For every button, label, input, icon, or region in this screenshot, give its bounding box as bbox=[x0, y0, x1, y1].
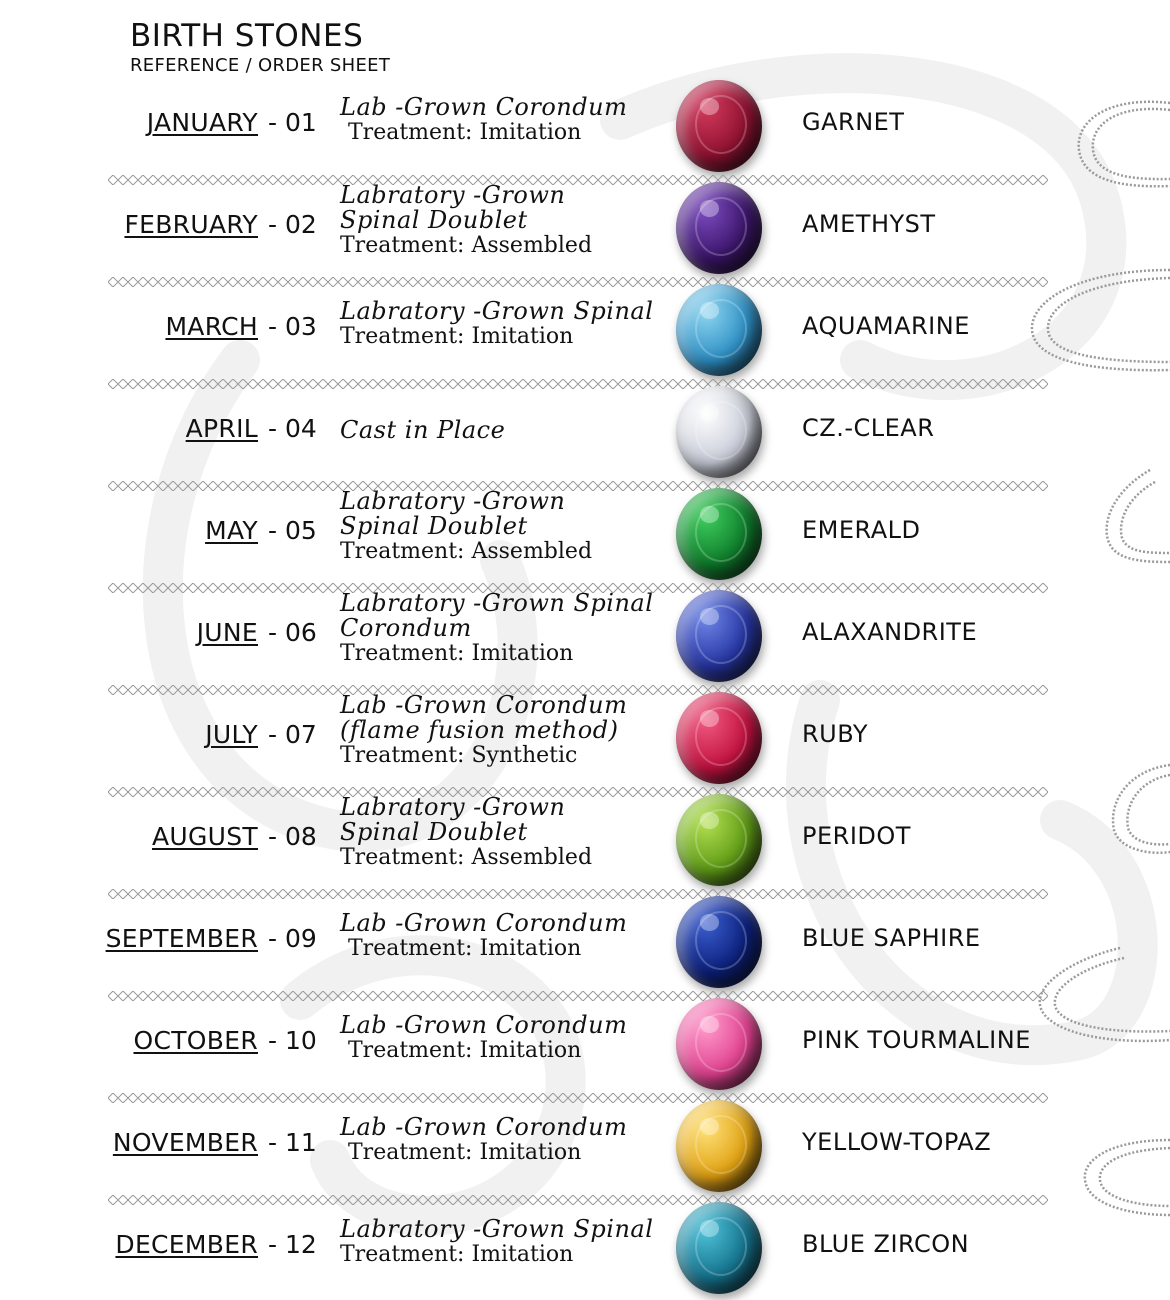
month-name-link[interactable]: AUGUST bbox=[151, 822, 258, 851]
stone-description bbox=[340, 911, 660, 961]
birthstone-row bbox=[0, 1096, 1170, 1198]
stone-description bbox=[340, 795, 660, 870]
month-name-link[interactable]: MARCH bbox=[165, 312, 258, 341]
treatment-text: Treatment: Imitation bbox=[348, 120, 582, 145]
stone-name: ALAXANDRITE bbox=[802, 618, 978, 646]
birthstone-row bbox=[0, 484, 1170, 586]
stone-description bbox=[340, 183, 660, 258]
material-text: Spinal Doublet bbox=[340, 512, 528, 540]
month-number: - 06 bbox=[268, 618, 317, 647]
material-text: Lab -Grown Corondum bbox=[340, 1113, 628, 1141]
stone-description bbox=[340, 95, 660, 145]
treatment-text: Treatment: Synthetic bbox=[340, 743, 578, 768]
stone-name: YELLOW-TOPAZ bbox=[802, 1128, 992, 1156]
stone-name: AQUAMARINE bbox=[802, 312, 970, 340]
month-name-link[interactable]: JANUARY bbox=[146, 108, 258, 137]
material-text: Labratory -Grown Spinal bbox=[340, 1215, 654, 1243]
gemstone-image bbox=[676, 488, 762, 580]
material-text: Cast in Place bbox=[340, 416, 506, 444]
treatment-text: Treatment: Assembled bbox=[340, 233, 593, 258]
stone-name: AMETHYST bbox=[802, 210, 936, 238]
page-subtitle: REFERENCE / ORDER SHEET bbox=[130, 55, 391, 76]
month-number: - 02 bbox=[268, 210, 317, 239]
month-name-link[interactable]: FEBRUARY bbox=[124, 210, 258, 239]
stone-description bbox=[340, 418, 660, 443]
month-name-link[interactable]: OCTOBER bbox=[133, 1026, 258, 1055]
gemstone-image bbox=[676, 80, 762, 172]
month-name-link[interactable]: APRIL bbox=[185, 414, 258, 443]
material-text: (flame fusion method) bbox=[340, 716, 619, 744]
birthstone-row bbox=[0, 994, 1170, 1096]
material-text: Lab -Grown Corondum bbox=[340, 691, 628, 719]
treatment-text: Treatment: Assembled bbox=[340, 539, 593, 564]
stone-name: RUBY bbox=[802, 720, 869, 748]
gemstone-image bbox=[676, 794, 762, 886]
month-number: - 12 bbox=[268, 1230, 317, 1259]
month-name-link[interactable]: DECEMBER bbox=[115, 1230, 258, 1259]
stone-name: GARNET bbox=[802, 108, 905, 136]
material-text: Lab -Grown Corondum bbox=[340, 1011, 628, 1039]
gemstone-image bbox=[676, 1202, 762, 1294]
material-text: Corondum bbox=[340, 614, 472, 642]
month-number: - 11 bbox=[268, 1128, 317, 1157]
treatment-text: Treatment: Imitation bbox=[348, 1140, 582, 1165]
material-text: Labratory -Grown bbox=[340, 487, 566, 515]
month-number: - 04 bbox=[268, 414, 317, 443]
birthstone-row bbox=[0, 76, 1170, 178]
stone-description bbox=[340, 1013, 660, 1063]
month-name-link[interactable]: MAY bbox=[205, 516, 258, 545]
material-text: Lab -Grown Corondum bbox=[340, 909, 628, 937]
month-name-link[interactable]: SEPTEMBER bbox=[105, 924, 258, 953]
month-number: - 08 bbox=[268, 822, 317, 851]
stone-name: CZ.-CLEAR bbox=[802, 414, 935, 442]
treatment-text: Treatment: Imitation bbox=[340, 1242, 574, 1267]
birthstone-row bbox=[0, 688, 1170, 790]
gemstone-image bbox=[676, 182, 762, 274]
material-text: Labratory -Grown bbox=[340, 793, 566, 821]
birthstone-row bbox=[0, 892, 1170, 994]
gemstone-image bbox=[676, 284, 762, 376]
stone-name: BLUE SAPHIRE bbox=[802, 924, 981, 952]
material-text: Labratory -Grown Spinal bbox=[340, 589, 654, 617]
gemstone-image bbox=[676, 896, 762, 988]
gemstone-image bbox=[676, 1100, 762, 1192]
month-number: - 09 bbox=[268, 924, 317, 953]
stone-description bbox=[340, 1217, 660, 1267]
month-name-link[interactable]: JULY bbox=[205, 720, 258, 749]
gemstone-image bbox=[676, 386, 762, 478]
birthstone-row bbox=[0, 586, 1170, 688]
birthstone-row bbox=[0, 790, 1170, 892]
stone-description bbox=[340, 489, 660, 564]
material-text: Labratory -Grown bbox=[340, 181, 566, 209]
month-number: - 10 bbox=[268, 1026, 317, 1055]
birthstone-row bbox=[0, 1198, 1170, 1300]
stone-name: PINK TOURMALINE bbox=[802, 1026, 1031, 1054]
treatment-text: Treatment: Assembled bbox=[340, 845, 593, 870]
material-text: Spinal Doublet bbox=[340, 818, 528, 846]
treatment-text: Treatment: Imitation bbox=[348, 1038, 582, 1063]
stone-description bbox=[340, 1115, 660, 1165]
month-number: - 05 bbox=[268, 516, 317, 545]
stone-description bbox=[340, 693, 660, 768]
gemstone-image bbox=[676, 998, 762, 1090]
month-number: - 01 bbox=[268, 108, 317, 137]
material-text: Labratory -Grown Spinal bbox=[340, 297, 654, 325]
month-number: - 07 bbox=[268, 720, 317, 749]
material-text: Spinal Doublet bbox=[340, 206, 528, 234]
stone-description bbox=[340, 591, 660, 666]
month-number: - 03 bbox=[268, 312, 317, 341]
treatment-text: Treatment: Imitation bbox=[348, 936, 582, 961]
stone-name: EMERALD bbox=[802, 516, 921, 544]
birthstone-row bbox=[0, 382, 1170, 484]
material-text: Lab -Grown Corondum bbox=[340, 93, 628, 121]
month-name-link[interactable]: NOVEMBER bbox=[112, 1128, 258, 1157]
stone-name: BLUE ZIRCON bbox=[802, 1230, 970, 1258]
stone-description bbox=[340, 299, 660, 349]
page-title: BIRTH STONES bbox=[130, 18, 364, 54]
gemstone-image bbox=[676, 692, 762, 784]
treatment-text: Treatment: Imitation bbox=[340, 641, 574, 666]
month-name-link[interactable]: JUNE bbox=[196, 618, 258, 647]
treatment-text: Treatment: Imitation bbox=[340, 324, 574, 349]
birthstone-row bbox=[0, 280, 1170, 382]
birthstone-row bbox=[0, 178, 1170, 280]
stone-name: PERIDOT bbox=[802, 822, 911, 850]
gemstone-image bbox=[676, 590, 762, 682]
